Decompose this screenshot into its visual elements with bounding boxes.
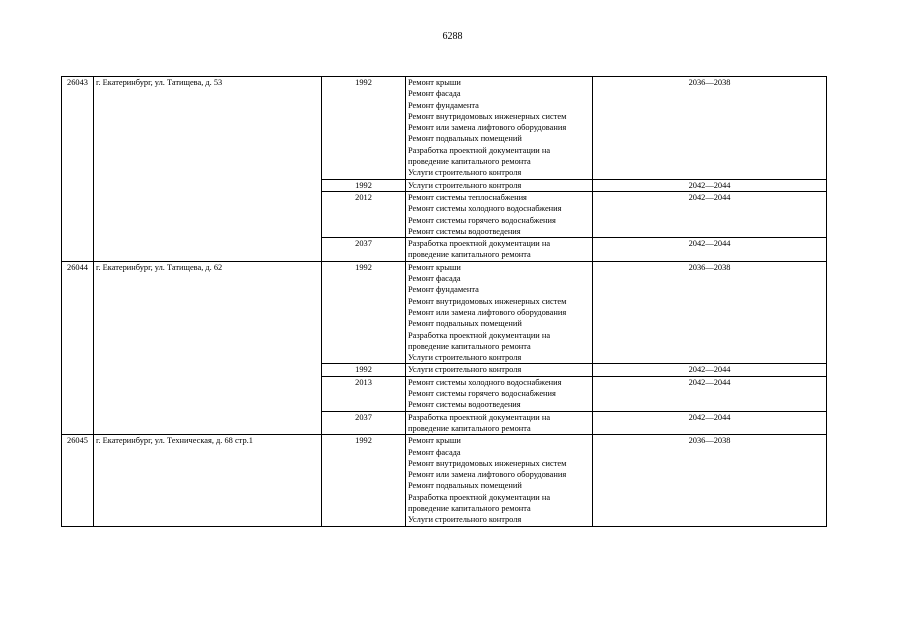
work-item: проведение капитального ремонта [408, 423, 531, 433]
table-row [62, 77, 827, 180]
work-item: Ремонт фундамента [408, 285, 479, 295]
work-item: Ремонт подвальных помещений [408, 319, 522, 329]
building-address: г. Екатеринбург, ул. Татищева, д. 62 [94, 261, 322, 434]
work-item: Услуги строительного контроля [408, 365, 522, 375]
building-id: 26044 [62, 261, 94, 434]
repair-period: 2042—2044 [593, 191, 827, 237]
work-item: Ремонт внутридомовых инженерных систем [408, 111, 567, 121]
commission-year: 1992 [322, 435, 406, 526]
commission-year: 1992 [322, 77, 406, 180]
page-number: 6288 [442, 31, 463, 42]
repair-period: 2042—2044 [593, 179, 827, 191]
work-item: Ремонт фасада [408, 274, 461, 284]
work-item: Услуги строительного контроля [408, 353, 522, 363]
work-item: Ремонт или замена лифтового оборудования [408, 470, 567, 480]
works-list [406, 376, 593, 411]
work-item: Ремонт системы холодного водоснабжения [408, 377, 562, 387]
building-id: 26045 [62, 435, 94, 526]
building-id: 26043 [62, 77, 94, 262]
works-list [406, 179, 593, 191]
repair-period: 2042—2044 [593, 411, 827, 435]
commission-year: 2037 [322, 411, 406, 435]
commission-year: 2013 [322, 376, 406, 411]
work-item: Разработка проектной документации на [408, 239, 551, 249]
work-item: проведение капитального ремонта [408, 250, 531, 260]
work-item: Услуги строительного контроля [408, 180, 522, 190]
work-item: Ремонт системы водоотведения [408, 400, 521, 410]
commission-year: 1992 [322, 261, 406, 364]
work-item: Ремонт системы холодного водоснабжения [408, 204, 562, 214]
work-item: Ремонт или замена лифтового оборудования [408, 123, 567, 133]
commission-year: 1992 [322, 364, 406, 376]
commission-year: 1992 [322, 179, 406, 191]
building-address: г. Екатеринбург, ул. Техническая, д. 68 стр.1 [94, 435, 322, 526]
works-list [406, 435, 593, 526]
work-item: Ремонт системы теплоснабжения [408, 192, 527, 202]
work-item: Разработка проектной документации на [408, 412, 551, 422]
work-item: Ремонт подвальных помещений [408, 134, 522, 144]
work-item: Ремонт подвальных помещений [408, 481, 522, 491]
repair-period: 2036—2038 [593, 261, 827, 364]
works-list [406, 238, 593, 262]
works-list [406, 411, 593, 435]
building-address: г. Екатеринбург, ул. Татищева, д. 53 [94, 77, 322, 262]
work-item: Услуги строительного контроля [408, 168, 522, 178]
repair-period: 2036—2038 [593, 435, 827, 526]
work-item: Ремонт системы горячего водоснабжения [408, 215, 556, 225]
commission-year: 2037 [322, 238, 406, 262]
work-item: Ремонт крыши [408, 436, 461, 446]
work-item: Ремонт фасада [408, 447, 461, 457]
work-item: проведение капитального ремонта [408, 157, 531, 167]
repair-period: 2036—2038 [593, 77, 827, 180]
work-item: Ремонт системы горячего водоснабжения [408, 389, 556, 399]
repair-period: 2042—2044 [593, 376, 827, 411]
works-list [406, 261, 593, 364]
work-item: проведение капитального ремонта [408, 341, 531, 351]
work-item: Разработка проектной документации на [408, 492, 551, 502]
work-item: Ремонт внутридомовых инженерных систем [408, 458, 567, 468]
works-list [406, 191, 593, 237]
repair-period: 2042—2044 [593, 238, 827, 262]
works-list [406, 364, 593, 376]
work-item: Услуги строительного контроля [408, 515, 522, 525]
work-item: Ремонт крыши [408, 262, 461, 272]
table-row [62, 435, 827, 526]
work-item: Разработка проектной документации на [408, 330, 551, 340]
work-item: Ремонт системы водоотведения [408, 226, 521, 236]
work-item: Ремонт внутридомовых инженерных систем [408, 296, 567, 306]
commission-year: 2012 [322, 191, 406, 237]
work-item: Ремонт или замена лифтового оборудования [408, 307, 567, 317]
work-item: Разработка проектной документации на [408, 145, 551, 155]
table-row [62, 261, 827, 364]
table-body [62, 77, 827, 527]
works-list [406, 77, 593, 180]
work-item: Ремонт крыши [408, 78, 461, 87]
work-item: Ремонт фундамента [408, 100, 479, 110]
repair-schedule-table [61, 76, 827, 527]
work-item: проведение капитального ремонта [408, 503, 531, 513]
repair-period: 2042—2044 [593, 364, 827, 376]
work-item: Ремонт фасада [408, 89, 461, 99]
